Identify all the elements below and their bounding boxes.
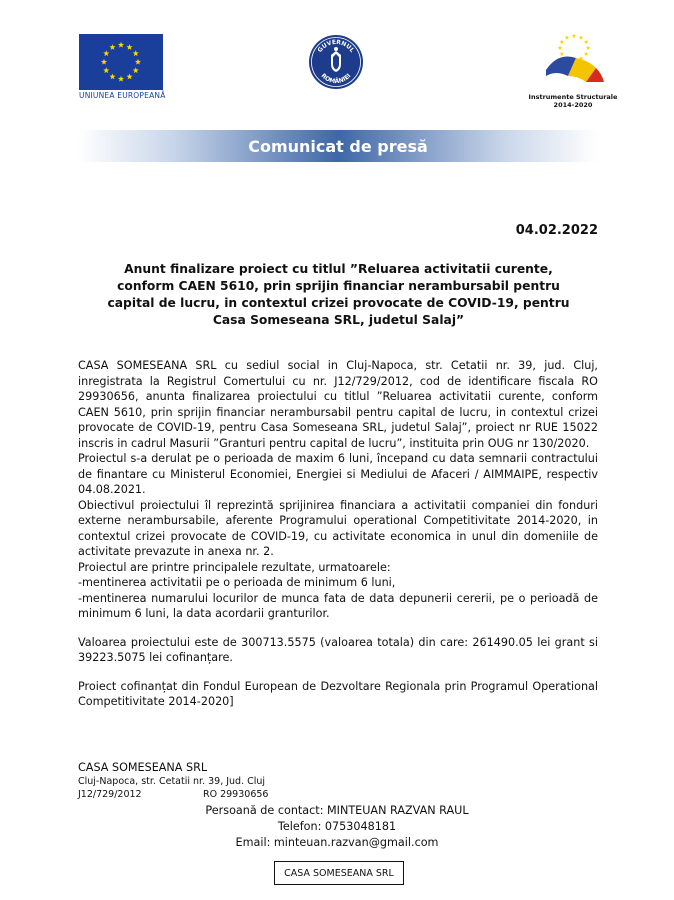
registration-number: J12/729/2012 bbox=[78, 789, 142, 800]
release-title bbox=[80, 261, 597, 329]
is-star-icon bbox=[584, 40, 589, 44]
instrumente-structurale-logo bbox=[538, 32, 608, 90]
paragraph-result-2: -mentinerea numarului locurilor de munca fata de data depunerii cererii, pe o perioadă de minimum 6 luni, la data acordarii granturilor. bbox=[78, 591, 598, 620]
government-seal-icon bbox=[308, 34, 364, 90]
is-star-icon bbox=[586, 46, 591, 50]
is-star-icon bbox=[560, 40, 565, 44]
signature-block bbox=[78, 760, 598, 801]
contact-block bbox=[168, 803, 506, 851]
paragraph-cofinancing: Proiect cofinanțat din Fondul European de Dezvoltare Regionala prin Programul Operational Competitivitate 2014-2020] bbox=[78, 679, 598, 708]
stamp-text: CASA SOMESEANA SRL bbox=[284, 867, 394, 879]
is-star-icon bbox=[572, 34, 577, 38]
svg-text:GUVERNUL: GUVERNUL bbox=[316, 38, 356, 54]
press-release-banner bbox=[78, 130, 598, 162]
signature-company: CASA SOMESEANA SRL bbox=[78, 761, 208, 774]
eu-flag-logo bbox=[79, 34, 163, 90]
is-star-icon bbox=[558, 46, 563, 50]
is-star-icon bbox=[565, 35, 570, 39]
eu-label: UNIUNEA EUROPEANĂ bbox=[79, 91, 166, 100]
banner-title: Comunicat de presă bbox=[248, 136, 428, 156]
release-date: 04.02.2022 bbox=[515, 223, 598, 238]
contact-email: Email: minteuan.razvan@gmail.com bbox=[235, 836, 439, 849]
paragraph-results-intro: Proiectul are printre principalele rezultate, urmatoarele: bbox=[78, 560, 391, 574]
title-line: Anunt finalizare proiect cu titlul ”Reluarea activitatii curente, bbox=[124, 262, 553, 276]
paragraph-company-intro: CASA SOMESEANA SRL cu sediul social in Cluj-Napoca, str. Cetatii nr. 39, jud. Cluj, inregistrata la Registrul Comertului cu nr. J12/729/2012, cod de identificare fiscala RO 29930656, anunta finalizarea proiectului cu titlul ”Reluarea activitatii curente, conform CAEN 5610, prin sprijin financiar nerambursabil pentru capital de lucru, in contextul crizei provocate de COVID-19, pentru Casa Someseana SRL, judetul Salaj”, proiect nr RUE 15022 inscris in cadrul Masurii ”Granturi pentru capital de lucru”, instituita prin OUG nr 130/2020. bbox=[78, 359, 598, 450]
is-star-icon bbox=[584, 52, 589, 56]
release-body bbox=[78, 358, 598, 710]
fiscal-code: RO 29930656 bbox=[203, 789, 269, 800]
paragraph-duration: Proiectul s-a derulat pe o perioada de maxim 6 luni, începand cu data semnarii contractului de finantare cu Ministerul Economiei, Energiei si Mediului de Afaceri / AIMMAIPE, respectiv 04.08.2021. bbox=[78, 452, 598, 496]
government-romania-logo bbox=[308, 34, 364, 90]
company-stamp bbox=[274, 861, 404, 885]
is-star-icon bbox=[560, 52, 565, 56]
contact-phone: Telefon: 0753048181 bbox=[277, 820, 397, 833]
structural-instruments-icon bbox=[538, 32, 608, 90]
signature-registration bbox=[78, 788, 598, 801]
contact-person: Persoană de contact: MINTEUAN RAZVAN RAUL bbox=[205, 804, 469, 817]
title-line: capital de lucru, in contextul crizei provocate de COVID-19, pentru bbox=[107, 296, 570, 310]
paragraph-objective: Obiectivul proiectului îl reprezintă sprijinirea financiara a activitatii companiei din fonduri externe nerambursabile, aferente Programului operational Competitivitate 2014-2020, in contextul crizei provocate de COVID-19, cu activitate economica in unul din domeniile de activitate prevazute in anexa nr. 2. bbox=[78, 498, 598, 558]
title-line: Casa Someseana SRL, judetul Salaj” bbox=[212, 313, 465, 327]
svg-text:ROMÂNIEI: ROMÂNIEI bbox=[319, 72, 353, 86]
instrumente-structurale-label: Instrumente Structurale 2014-2020 bbox=[528, 93, 618, 109]
title-line: conform CAEN 5610, prin sprijin financiar nerambursabil pentru bbox=[117, 279, 560, 293]
eu-stars-icon bbox=[79, 34, 163, 90]
signature-address: Cluj-Napoca, str. Cetatii nr. 39, Jud. Cluj bbox=[78, 776, 266, 787]
paragraph-result-1: -mentinerea activitatii pe o perioada de minimum 6 luni, bbox=[78, 576, 396, 589]
paragraph-project-value: Valoarea proiectului este de 300713.5575 (valoarea totala) din care: 261490.05 lei grant si 39223.5075 lei cofinanțare. bbox=[78, 635, 598, 664]
is-star-icon bbox=[579, 35, 584, 39]
